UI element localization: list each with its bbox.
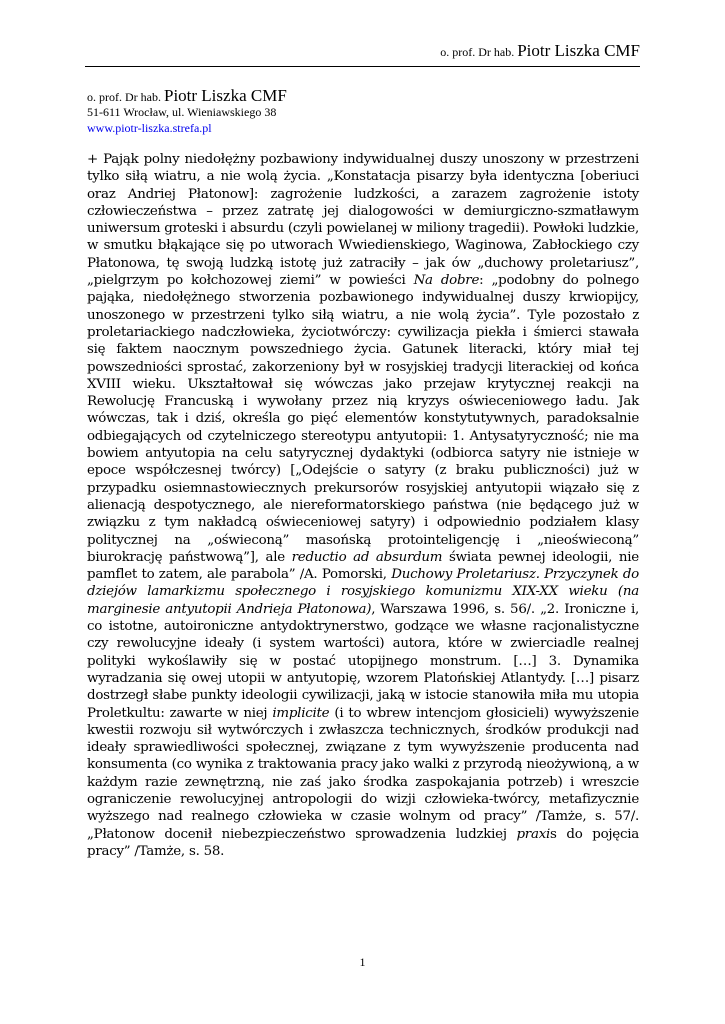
running-header-name: Piotr Liszka CMF <box>517 41 640 60</box>
body-text-1: + Pająk polny niedołężny pozbawiony indywidualnej duszy unoszony w przestrzeni tylko siłą wiatru, a nie wolą życia. „Konstatacja pisarzy była identyczna [oberiuci oraz Andriej Płatonow]: zagrożenie ludzkości, a zarazem zagrożenie istoty człowieczeństwa – przez zatratę jej dialogowości w demiurgiczno-szmatławym uniwersum groteski i absurdu (czyli powielanej w miliony tragedii). Powłoki ludzkie, w smutku błąkające się po utworach Wwiedienskiego, Waginowa, Zabłockiego czy Płatonowa, tę swoją ludzką istotę już zatraciły – jak ów „duchowy proletariusz”, „pielgrzym po kołchozowej ziemi” w powieści <box>87 152 639 289</box>
body-italic-3: Duchowy Proletariusz. Przyczynek do dziejów lamarkizmu społecznego i rosyjskiego komunizmu XIX-XX wieku (na marginesie antyutopii Andrieja Płatonowa) <box>87 567 639 617</box>
header-divider <box>85 66 640 67</box>
page-number: 1 <box>359 955 366 969</box>
author-block <box>87 86 287 138</box>
body-italic-4: implicite <box>272 705 330 721</box>
author-website-link[interactable]: www.piotr-liszka.strefa.pl <box>87 121 212 136</box>
running-header-prefix: o. prof. Dr hab. <box>440 45 515 59</box>
body-text-2: : „podobny do polnego pająka, niedołężnego stworzenia pozbawionego indywidualnej duszy krwiopijcy, unoszonego w przestrzeni tylko siłą wiatru, a nie wolą życia”. Tyle pozostało z proletariackiego nadczłowieka, życiotwórczy: cywilizacja piekła i śmierci stawała się faktem naocznym powszedniego życia. Gatunek literacki, który miał tej powszedniości sprostać, zakorzeniony był w rosyjskiej tradycji literackiej od końca XVIII wieku. Ukształtował się wówczas jako przejaw krytycznej reakcji na Rewolucję Francuską i wywołany przez nią kryzys oświeceniowego ładu. Jak wówczas, tak i dziś, określa go pięć elementów konstytutywnych, paradoksalnie odbiegających od czytelniczego stereotypu antyutopii: 1. Antysatyryczność; nie ma bowiem antyutopia na celu satyrycznej dydaktyki (odbiorca satyry nie istnieje w epoce współczesnej twórcy) [„Odejście o satyry (z braku publiczności) już w przypadku osiemnastowiecznych prekursorów rosyjskiej antyutopii wiązało się z alienacją despotycznego, ale niereformatorskiego państwa (nie będącego już w związku z tym nakładcą oświeceniowej satyry) i odpowiednio podziałem klasy politycznej na „oświeconą” masońską protointeligencję i „nieoświeconą” biurokrację państwową”], ale <box>87 273 640 565</box>
author-address: 51-611 Wrocław, ul. Wieniawskiego 38 <box>87 104 277 119</box>
body-italic-1: Na dobre <box>413 273 480 289</box>
author-name: Piotr Liszka CMF <box>163 86 287 105</box>
running-header <box>440 41 640 61</box>
body-italic-5: praxi <box>516 826 551 842</box>
body-text-5: (i to wbrew intencjom głosicieli) wywyższenie kwestii rozwoju sił wytwórczych i zwłaszcza technicznych, środków produkcji nad ideały sprawiedliwości społecznej, związane z tym wywyższenie producenta nad konsumenta (co wynika z traktowania pracy jako walki z przyrodą nieożywioną, a w każdym razie zewnętrzną, nie zaś jako środka zaspokajania potrzeb) i wreszcie ograniczenie rewolucyjnej antropologii do wizji człowieka-twórcy, metafizycznie wyższego nad realnego człowieka w czasie wolnym od pracy” /Tamże, s. 57/. „Płatonow docenił niebezpieczeństwo sprowadzenia ludzkiej <box>87 705 639 842</box>
author-line <box>87 86 287 106</box>
body-italic-2: reductio ad absurdum <box>291 549 443 565</box>
body-text-4: , Warszawa 1996, s. 56/. „2. Ironiczne i, co istotne, autoironiczne antydoktrynerstwo, godzące we własne racjonalistyczne czy rewolucyjne ideały (i system wartości) autora, które w zwierciadle realnej polityki wykoślawiły się w postać utopijnego monstrum. […] 3. Dynamika wyradzania się owej utopii w antyutopię, wzorem Platońskiej Atlantydy. […] pisarz dostrzegł słabe punkty ideologii cywilizacji, jaką w istocie stanowiła miła mu utopia Proletkultu: zawarte w niej <box>87 601 639 721</box>
author-prefix: o. prof. Dr hab. <box>87 90 161 104</box>
body-text-6: s do pojęcia pracy” /Tamże, s. 58. <box>87 826 639 859</box>
body-paragraph <box>87 151 639 860</box>
body-text-3: świata pewnej ideologii, nie pamflet to zatem, ale parabola” /A. Pomorski, <box>87 549 639 583</box>
